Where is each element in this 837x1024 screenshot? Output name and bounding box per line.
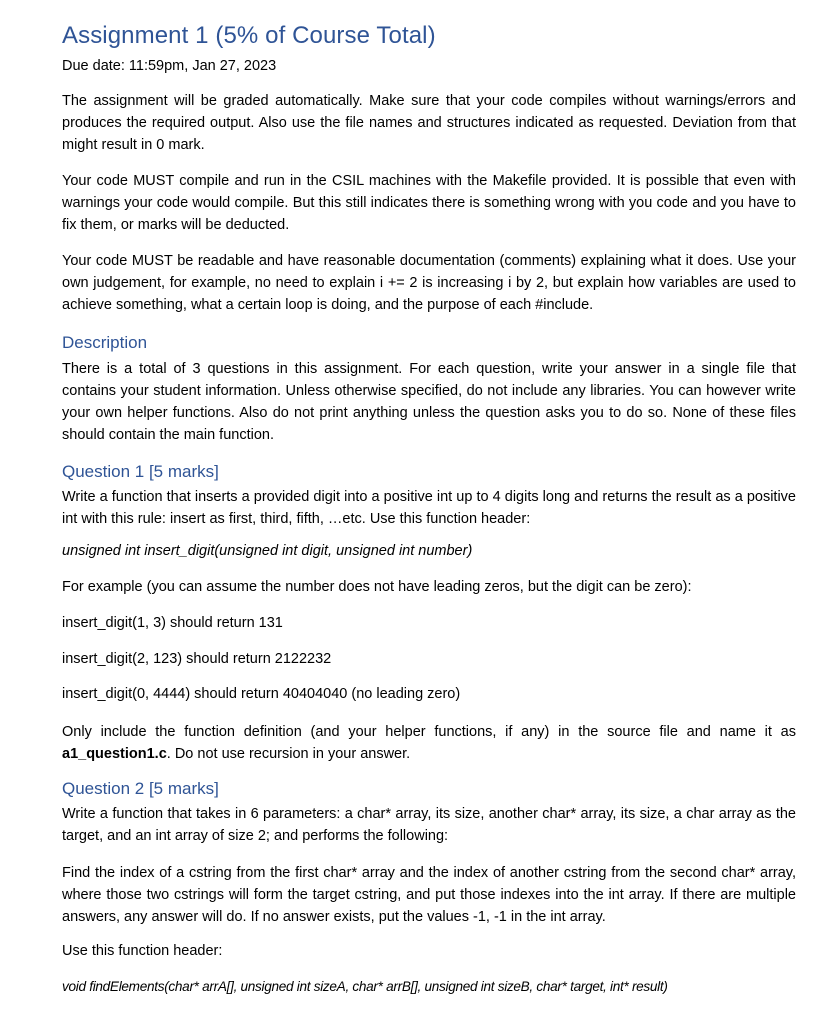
question1-function-header: unsigned int insert_digit(unsigned int digit, unsigned int number) bbox=[62, 543, 473, 559]
question2-text-2: Find the index of a cstring from the first char* array and the index of another cstring from the second char* array, where those two cstrings will form the target cstring, and put those indexes into the int array. If there are multiple answers, any answer will do. If no answer exists, put the values -1, -1 in the int array. bbox=[62, 865, 796, 925]
question1-example-1: insert_digit(1, 3) should return 131 bbox=[62, 615, 283, 631]
question1-example-intro: For example (you can assume the number does not have leading zeros, but the digit can be zero): bbox=[62, 579, 692, 595]
question2-function-header: void findElements(char* arrA[], unsigned int sizeA, char* arrB[], unsigned int sizeB, char* target, int* result) bbox=[62, 979, 668, 994]
question2-heading: Question 2 [5 marks] bbox=[62, 779, 219, 798]
question1-note-post: . Do not use recursion in your answer. bbox=[166, 746, 411, 762]
question2-header-intro: Use this function header: bbox=[62, 943, 223, 959]
intro-paragraph-1: The assignment will be graded automatically. Make sure that your code compiles without warnings/errors and produces the required output. Also use the file names and structures indicated as requested. Deviation from that might result in 0 mark. bbox=[62, 93, 796, 153]
intro-paragraph-2: Your code MUST compile and run in the CSIL machines with the Makefile provided. It is possible that even with warnings your code would compile. But this still indicates there is something wrong with you code and you have to fix them, or marks will be deducted. bbox=[62, 173, 796, 233]
question1-example-3: insert_digit(0, 4444) should return 40404040 (no leading zero) bbox=[62, 686, 461, 702]
intro-paragraph-3: Your code MUST be readable and have reasonable documentation (comments) explaining what it does. Use your own judgement, for example, no need to explain i += 2 is increasing i by 2, but explain how variables are used to achieve something, what a certain loop is doing, and the purpose of each #include. bbox=[62, 253, 796, 313]
description-heading: Description bbox=[62, 333, 148, 352]
question1-note bbox=[62, 721, 796, 765]
question1-note-pre: Only include the function definition (and your helper functions, if any) in the source file and name it as bbox=[62, 724, 796, 740]
page-title: Assignment 1 (5% of Course Total) bbox=[62, 22, 436, 49]
due-date: Due date: 11:59pm, Jan 27, 2023 bbox=[62, 58, 277, 74]
question2-text: Write a function that takes in 6 parameters: a char* array, its size, another char* array, its size, a char array as the target, and an int array of size 2; and performs the following: bbox=[62, 806, 796, 844]
question1-heading: Question 1 [5 marks] bbox=[62, 462, 219, 481]
question1-filename: a1_question1.c bbox=[62, 746, 167, 762]
question1-text: Write a function that inserts a provided digit into a positive int up to 4 digits long and returns the result as a positive int with this rule: insert as first, third, fifth, …etc. Use this function header: bbox=[62, 489, 796, 527]
question1-example-2: insert_digit(2, 123) should return 2122232 bbox=[62, 651, 332, 667]
description-text: There is a total of 3 questions in this assignment. For each question, write your answer in a single file that contains your student information. Unless otherwise specified, do not include any libraries. You can however write your own helper functions. Also do not print anything unless the question asks you to do so. None of these files should contain the main function. bbox=[62, 361, 796, 443]
